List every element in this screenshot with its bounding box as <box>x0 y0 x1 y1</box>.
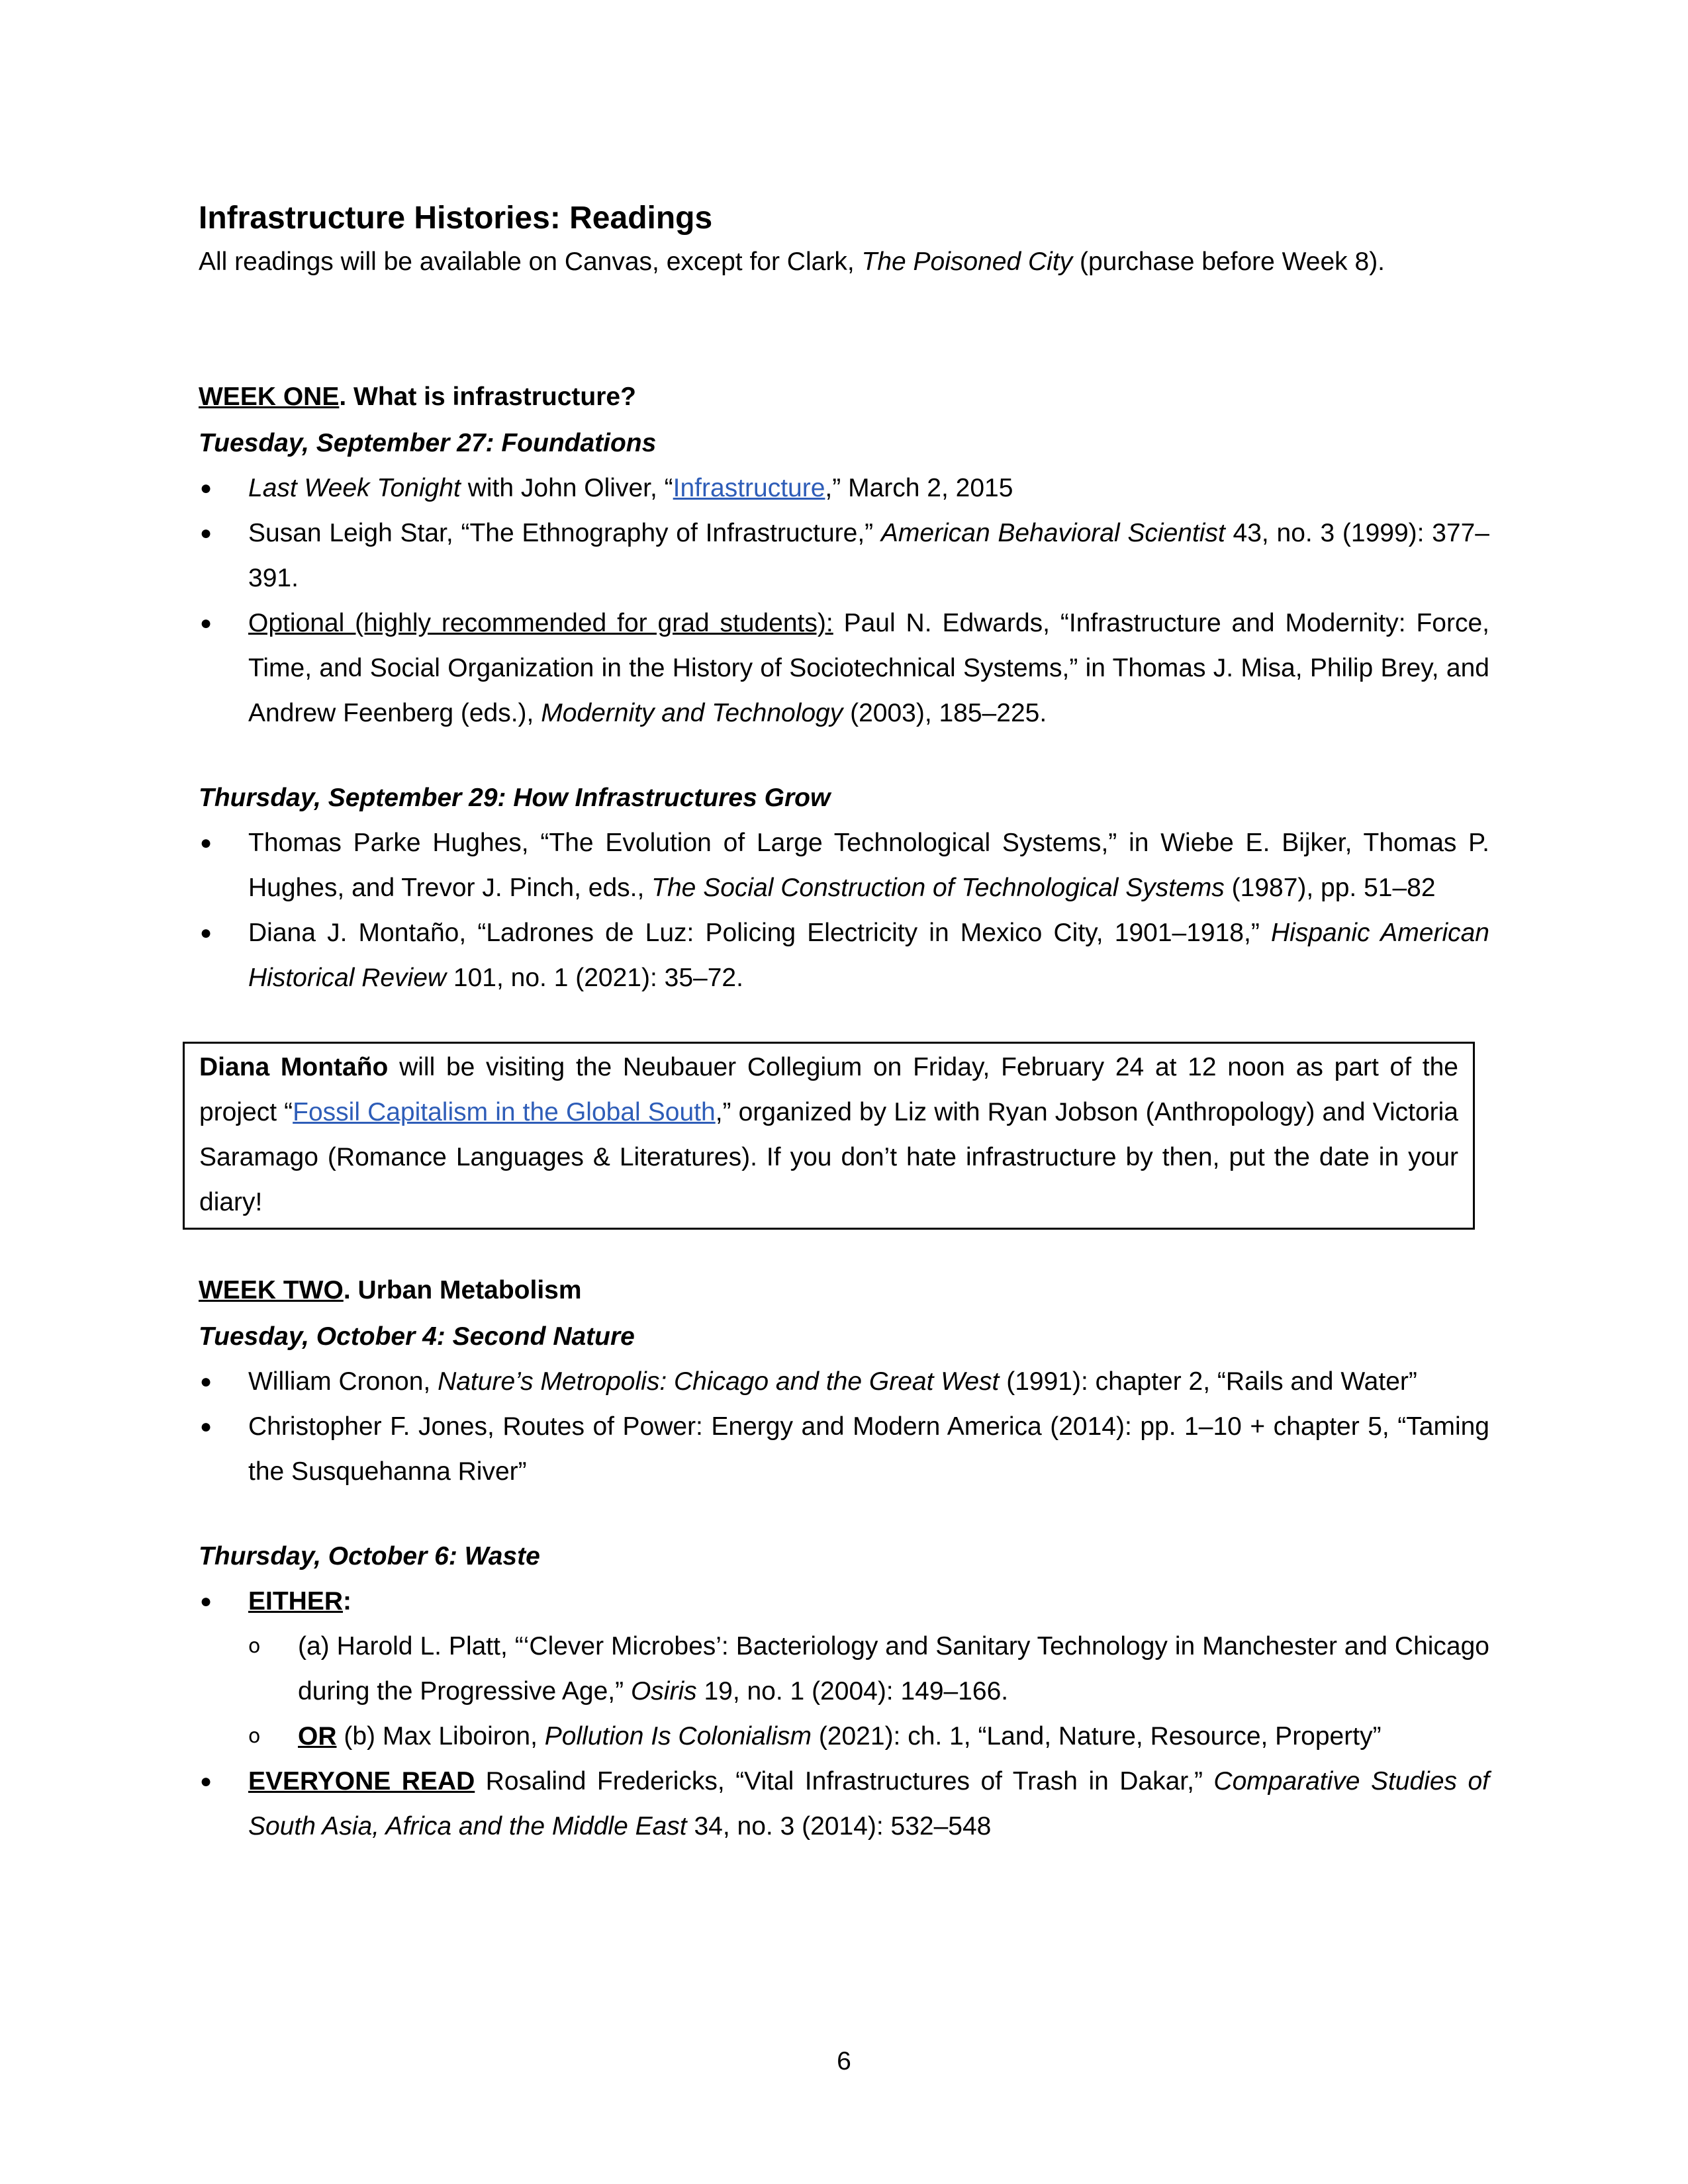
document-page <box>199 199 1489 1849</box>
circle-bullet-icon: o <box>248 1725 261 1748</box>
list-item: ● Last Week Tonight with John Oliver, “Infrastructure,” March 2, 2015 <box>199 466 1489 511</box>
list-item: ● William Cronon, Nature’s Metropolis: Chicago and the Great West (1991): chapter 2, “Rails and Water” <box>199 1359 1489 1404</box>
callout-text: Diana Montaño will be visiting the Neubauer Collegium on Friday, February 24 at 12 noon as part of the project “Fossil Capitalism in the Global South,” organized by Liz with Ryan Jobson (Anthropology) and Victoria Saramago (Romance Languages & Literatures). If you don’t hate infrastructure by then, put the date in your diary! <box>199 1053 1458 1216</box>
bullet-icon: ● <box>200 922 212 944</box>
day-heading-oct6: Thursday, October 6: Waste <box>199 1542 540 1570</box>
day-heading-sep27: Tuesday, September 27: Foundations <box>199 429 657 457</box>
reading-list-oct6 <box>199 1579 1489 1849</box>
list-item: o OR (b) Max Liboiron, Pollution Is Colonialism (2021): ch. 1, “Land, Nature, Resource, Property” <box>248 1714 1489 1759</box>
list-item: ● Christopher F. Jones, Routes of Power: Energy and Modern America (2014): pp. 1–10 + chapter 5, “Taming the Susquehanna River” <box>199 1404 1489 1494</box>
infrastructure-link[interactable]: Infrastructure <box>673 474 825 502</box>
reading-list-sep29 <box>199 821 1489 1001</box>
bullet-icon: ● <box>200 832 212 854</box>
bullet-icon: ● <box>200 1770 212 1792</box>
event-callout-box <box>183 1042 1475 1230</box>
bullet-icon: ● <box>200 612 212 634</box>
book-title: The Poisoned City <box>861 248 1073 276</box>
bullet-icon: ● <box>200 1590 212 1612</box>
list-item: ● EVERYONE READ Rosalind Fredericks, “Vital Infrastructures of Trash in Dakar,” Comparative Studies of South Asia, Africa and the Middle East 34, no. 3 (2014): 532–548 <box>199 1759 1489 1849</box>
list-item: ● EITHER: o (a) Harold L. Platt, “‘Clever Microbes’: Bacteriology and Sanitary Technology in Manchester and Chicago during the Progressive Age,” Osiris 19, no. 1 (2004): 149–166. o OR (b) Max Liboiron, Pollution Is Colonialism (2021): ch. 1, “Land, Nature, Resource, Property” <box>199 1579 1489 1759</box>
day-heading-oct4: Tuesday, October 4: Second Nature <box>199 1322 635 1351</box>
list-item: o (a) Harold L. Platt, “‘Clever Microbes’: Bacteriology and Sanitary Technology in Manchester and Chicago during the Progressive Age,” Osiris 19, no. 1 (2004): 149–166. <box>248 1624 1489 1714</box>
page-title: Infrastructure Histories: Readings <box>199 201 713 236</box>
week-one-heading: WEEK ONE. What is infrastructure? <box>199 383 636 411</box>
reading-list-sep27 <box>199 466 1489 736</box>
reading-list-oct4 <box>199 1359 1489 1494</box>
bullet-icon: ● <box>200 522 212 544</box>
bullet-icon: ● <box>200 477 212 499</box>
fossil-capitalism-link[interactable]: Fossil Capitalism in the Global South <box>293 1098 716 1126</box>
bullet-icon: ● <box>200 1416 212 1437</box>
day-heading-sep29: Thursday, September 29: How Infrastructures Grow <box>199 784 831 812</box>
either-options <box>248 1624 1489 1759</box>
page-number: 6 <box>837 2047 851 2075</box>
list-item: ● Diana J. Montaño, “Ladrones de Luz: Policing Electricity in Mexico City, 1901–1918,” Hispanic American Historical Review 101, no. 1 (2021): 35–72. <box>199 911 1489 1001</box>
intro-paragraph: All readings will be available on Canvas, except for Clark, The Poisoned City (purchase before Week 8). <box>199 248 1385 276</box>
list-item: ● Thomas Parke Hughes, “The Evolution of Large Technological Systems,” in Wiebe E. Bijker, Thomas P. Hughes, and Trevor J. Pinch, eds., The Social Construction of Technological Systems (1987), pp. 51–82 <box>199 821 1489 911</box>
list-item: ● Optional (highly recommended for grad students): Paul N. Edwards, “Infrastructure and Modernity: Force, Time, and Social Organization in the History of Sociotechnical Systems,” in Thomas J. Misa, Philip Brey, and Andrew Feenberg (eds.), Modernity and Technology (2003), 185–225. <box>199 601 1489 736</box>
list-item: ● Susan Leigh Star, “The Ethnography of Infrastructure,” American Behavioral Scientist 43, no. 3 (1999): 377–391. <box>199 511 1489 601</box>
bullet-icon: ● <box>200 1371 212 1392</box>
circle-bullet-icon: o <box>248 1635 261 1658</box>
week-two-heading: WEEK TWO. Urban Metabolism <box>199 1276 582 1304</box>
